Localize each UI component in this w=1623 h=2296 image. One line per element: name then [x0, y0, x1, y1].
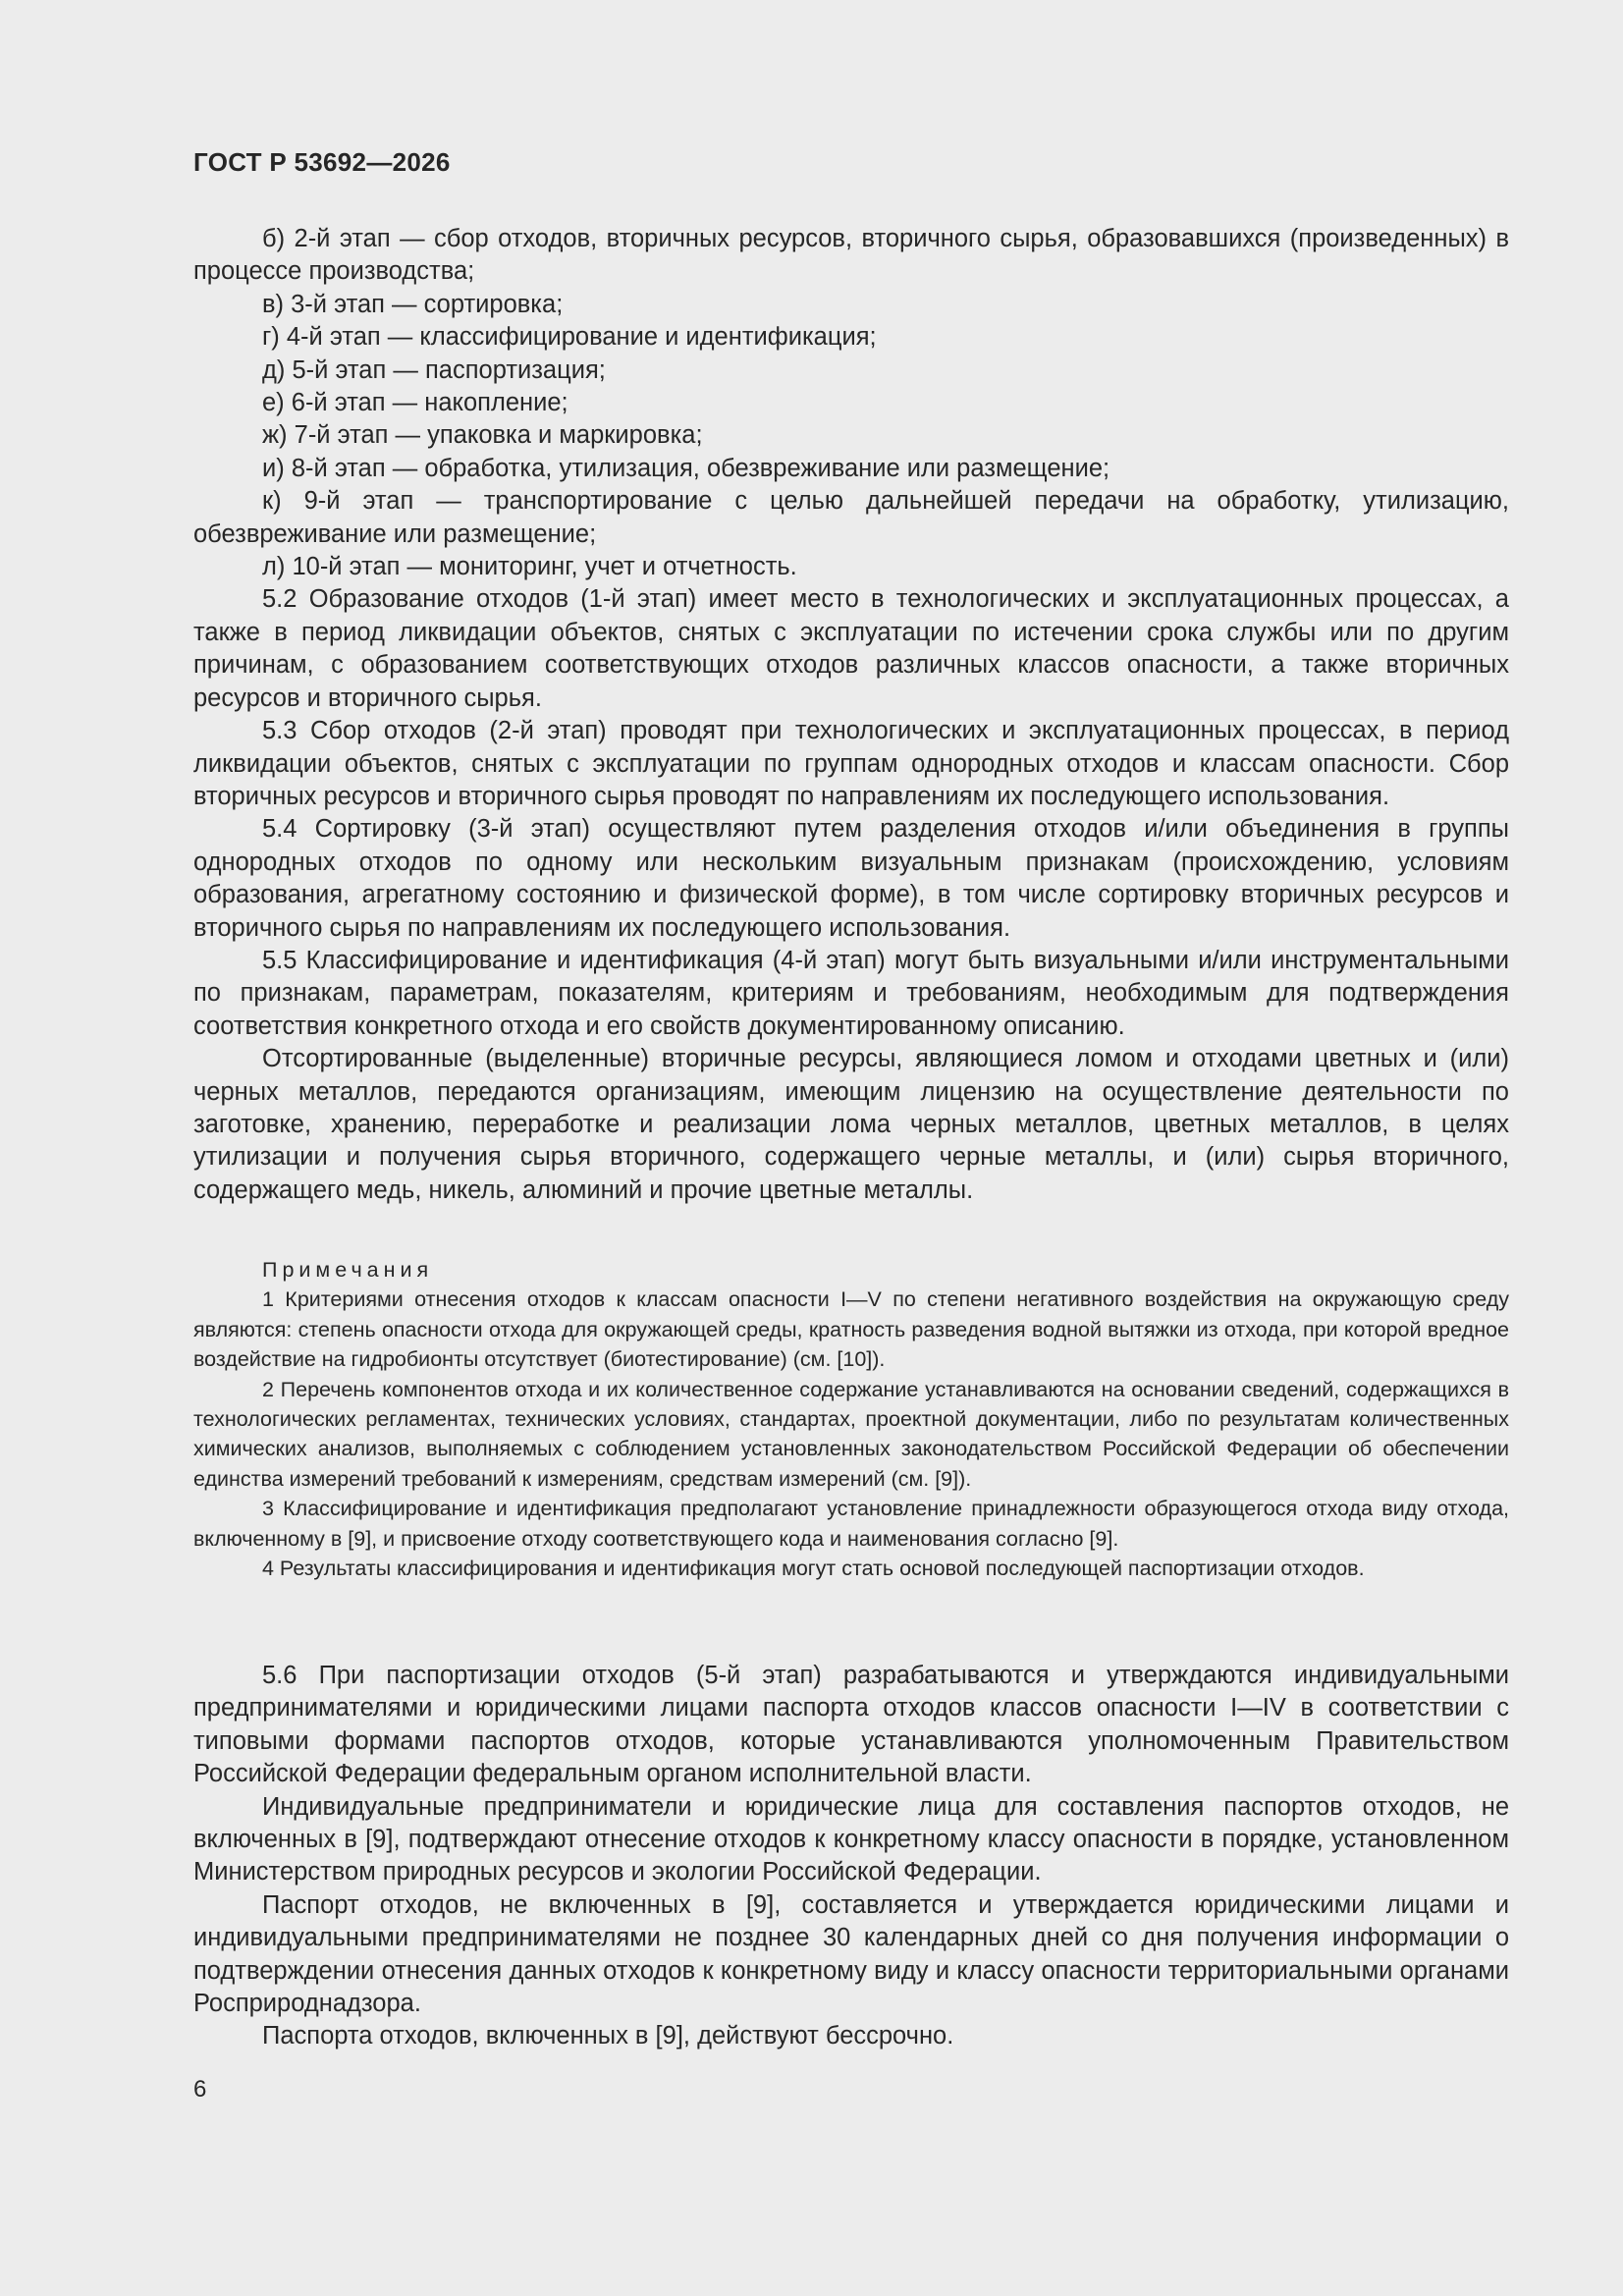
- note-item-1: 1 Критериями отнесения отходов к классам опасности I—V по степени негативного воздействия на окружающую среду являются: степень опасности отхода для окружающей среды, кратность разведения водной вытяжки из отхода, при которой вредное воздействие на гидробионты отсутствует (биотестирование) (см. [10]).: [193, 1287, 1509, 1372]
- list-item-d: д) 5-й этап — паспортизация;: [262, 355, 606, 384]
- list-item-e: е) 6-й этап — накопление;: [262, 389, 568, 417]
- note-item-2: 2 Перечень компонентов отхода и их количественное содержание устанавливаются на основании сведений, содержащихся в технологических регламентах, технических условиях, стандартах, проектной документации, либо по результатам количественных химических анализов, выполняемых с соблюдением установленных законодательством Российской Федерации об обеспечении единства измерений требований к измерениям, средствам измерений (см. [9]).: [193, 1377, 1509, 1491]
- paragraph-entrepreneurs: Индивидуальные предприниматели и юридические лица для составления паспортов отходов, не включенных в [9], подтверждают отнесение отходов к конкретному классу опасности в порядке, установленном Министерством природных ресурсов и экологии Российской Федерации.: [193, 1792, 1509, 1886]
- notes-title: Примечания: [262, 1258, 434, 1282]
- paragraph-5-4: 5.4 Сортировку (3-й этап) осуществляют путем разделения отходов и/или объединения в группы однородных отходов по одному или нескольким визуальным признакам (происхождению, условиям образования, агрегатному состоянию и физической форме), в том числе сортировку вторичных ресурсов и вторичного сырья по направлениям их последующего использования.: [193, 815, 1509, 942]
- notes-section: [193, 1255, 1509, 1583]
- final-body: [193, 1660, 1509, 2053]
- paragraph-sorted-resources: Отсортированные (выделенные) вторичные ресурсы, являющиеся ломом и отходами цветных и (или) черных металлов, передаются организациям, имеющим лицензию на осуществление деятельности по заготовке, хранению, переработке и реализации лома черных металлов, цветных металлов, в целях утилизации и получения сырья вторичного, содержащего черные металлы, и (или) сырья вторичного, содержащего медь, никель, алюминий и прочие цветные металлы.: [193, 1045, 1509, 1204]
- paragraph-5-2: 5.2 Образование отходов (1-й этап) имеет место в технологических и эксплуатационных процессах, а также в период ликвидации объектов, снятых с эксплуатации по истечении срока службы или по другим причинам, с образованием соответствующих отходов различных классов опасности, а также вторичных ресурсов и вторичного сырья.: [193, 585, 1509, 712]
- list-item-i: и) 8-й этап — обработка, утилизация, обезвреживание или размещение;: [262, 454, 1110, 482]
- document-header: ГОСТ Р 53692—2026: [193, 147, 451, 177]
- list-item-k: к) 9-й этап — транспортирование с целью дальнейшей передачи на обработку, утилизацию, обезвреживание или размещение;: [193, 487, 1509, 548]
- paragraph-5-5: 5.5 Классифицирование и идентификация (4-й этап) могут быть визуальными и/или инструментальными по признакам, параметрам, показателям, критериям и требованиям, необходимым для подтверждения соответствия конкретного отхода и его свойств документированному описанию.: [193, 946, 1509, 1040]
- list-item-b: б) 2-й этап — сбор отходов, вторичных ресурсов, вторичного сырья, образовавшихся (произведенных) в процессе производства;: [193, 225, 1509, 286]
- list-item-zh: ж) 7-й этап — упаковка и маркировка;: [262, 421, 703, 450]
- list-item-g: г) 4-й этап — классифицирование и идентификация;: [262, 323, 877, 352]
- paragraph-passport-not-included: Паспорт отходов, не включенных в [9], составляется и утверждается юридическими лицами и индивидуальными предпринимателями не позднее 30 календарных дней со дня получения информации о подтверждении отнесения данных отходов к конкретному виду и классу опасности территориальными органами Росприроднадзора.: [193, 1890, 1509, 2018]
- page-number: 6: [193, 2076, 207, 2103]
- paragraph-5-6: 5.6 При паспортизации отходов (5-й этап) разрабатываются и утверждаются индивидуальными предпринимателями и юридическими лицами паспорта отходов классов опасности I—IV в соответствии с типовыми формами паспортов отходов, которые устанавливаются уполномоченным Правительством Российской Федерации федеральным органом исполнительной власти.: [193, 1662, 1509, 1788]
- note-item-4: 4 Результаты классифицирования и идентификация могут стать основой последующей паспортизации отходов.: [262, 1557, 1365, 1581]
- paragraph-5-3: 5.3 Сбор отходов (2-й этап) проводят при технологических и эксплуатационных процессах, в период ликвидации объектов, снятых с эксплуатации по группам однородных отходов и классам опасности. Сбор вторичных ресурсов и вторичного сырья проводят по направлениям их последующего использования.: [193, 717, 1509, 810]
- list-item-v: в) 3-й этап — сортировка;: [262, 290, 564, 318]
- note-item-3: 3 Классифицирование и идентификация предполагают установление принадлежности образующегося отхода виду отхода, включенному в [9], и присвоение отходу соответствующего кода и наименования согласно [9].: [193, 1497, 1509, 1551]
- list-item-l: л) 10-й этап — мониторинг, учет и отчетность.: [262, 553, 797, 581]
- paragraph-passport-included: Паспорта отходов, включенных в [9], действуют бессрочно.: [262, 2022, 954, 2050]
- main-body: [193, 223, 1509, 1207]
